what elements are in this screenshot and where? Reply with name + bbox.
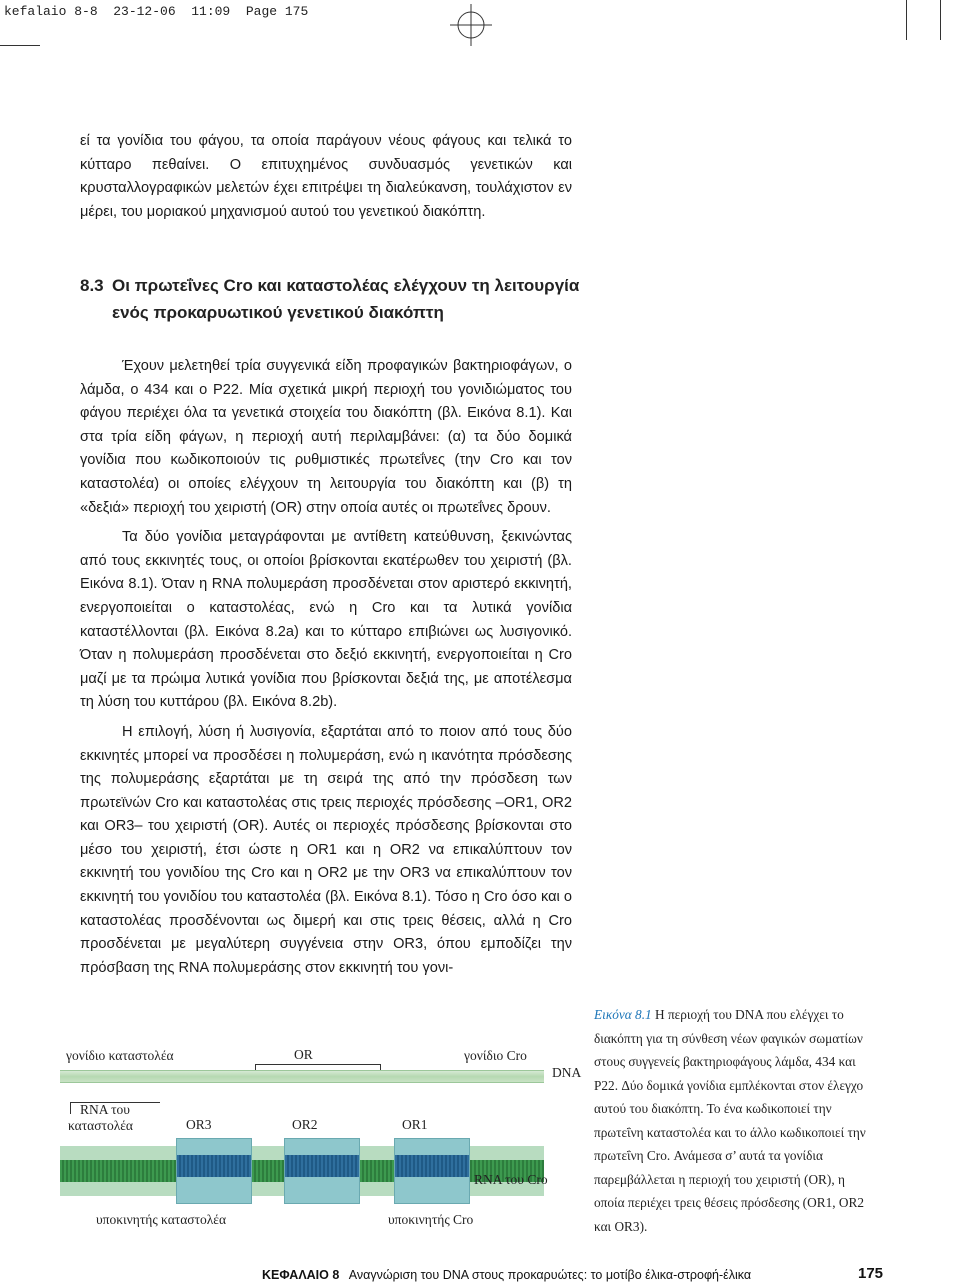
- or1-label: OR1: [402, 1117, 428, 1132]
- section-number: 8.3: [80, 276, 104, 295]
- rna-repressor-label-2: καταστολέα: [68, 1118, 133, 1133]
- or1-site: [394, 1138, 470, 1204]
- figure-caption: [594, 1003, 878, 1238]
- dna-label: DNA: [552, 1065, 582, 1080]
- paragraph-2: Τα δύο γονίδια μεταγράφονται με αντίθετη κατεύθυνση, ξεκινώντας από τους εκκινητές τους, οι οποίοι βρίσκονται εκατέρωθεν του χειριστή (βλ. Εικόνα 8.1). Όταν η RNA πολυμεράση προσδένεται στον αριστερό εκκινητή, ενεργοποιείται ο καταστολέας, ενώ η Cro και τα λυτικά γονίδια καταστέλλονται (βλ. Εικόνα 8.2a) και το κύτταρο επιβιώνει ως λυσιγονικό. Όταν η πολυμεράση προσδένεται στο δεξιό εκκινητή, ενεργοποιείται η Cro μαζί με τα πρώιμα λυτικά γονίδια που βρίσκονται δεξιά της, με αποτέλεσμα τη λύση του κυττάρου (βλ. Εικόνα 8.2b).: [80, 529, 572, 711]
- body-text: [80, 355, 572, 980]
- or-bracket-right: [380, 1064, 381, 1070]
- gene-repressor-label: γονίδιο καταστολέα: [66, 1048, 174, 1063]
- rna-repressor-arrow-tail: [70, 1102, 71, 1114]
- or2-site: [284, 1138, 360, 1204]
- promoter-repressor-label: υποκινητής καταστολέα: [96, 1212, 227, 1227]
- crop-mark-right: [906, 0, 907, 40]
- gene-cro-label: γονίδιο Cro: [464, 1048, 527, 1063]
- caption-lead: Εικόνα 8.1: [594, 1007, 652, 1022]
- or-label: OR: [294, 1047, 313, 1062]
- or3-site: [176, 1138, 252, 1204]
- footer-title: Αναγνώριση του DNA στους προκαρυώτες: το μοτίβο έλικα-στροφή-έλικα: [348, 1268, 752, 1282]
- paragraph-1: Έχουν μελετηθεί τρία συγγενικά είδη προφαγικών βακτηριοφάγων, ο λάμδα, ο 434 και ο P22. Μία σχετικά μικρή περιοχή του γονιδιώματος του φάγου περιέχει όλα τα γενετικά στοιχεία του διακόπτη (βλ. Εικόνα 8.1). Και στα τρία είδη φάγων, η περιοχή αυτή περιλαμβάνει: (α) τα δύο δομικά γονίδια που κωδικοποιούν τις ρυθμιστικές πρωτεΐνες (την Cro και τον καταστολέα) οι οποίες ελέγχουν τη λειτουργία του διακόπτη και (β) τη «δεξιά» περιοχή του χειριστή (OR) στην οποία αυτές οι πρωτεΐνες δρουν.: [80, 358, 572, 516]
- paragraph-3: Η επιλογή, λύση ή λυσιγονία, εξαρτάται από το ποιον από τους δύο εκκινητές μπορεί να προσδέσει η πολυμεράση, ενώ η ικανότητα πρόσδεσης της πολυμεράσης εξαρτάται με τη σειρά της από την πρόσδεση των πρωτεϊνών Cro και καταστολέας στις τρεις περιοχές πρόσδεσης –OR1, OR2 και OR3– του χειριστή (OR). Αυτές οι περιοχές πρόσδεσης βρίσκονται στο μέσο του χειριστή, έτσι ώστε η OR1 και η OR2 να επικαλύπτουν τον εκκινητή του γονιδίου της Cro και η OR2 με την OR3 να επικαλύπτουν τον εκκινητή του γονιδίου του καταστολέα (βλ. Εικόνα 8.1). Τόσο η Cro όσο και ο καταστολέας προσδένονται ως διμερή και στις τρεις θέσεις, αλλά η Cro προσδένεται με μεγαλύτερη συγγένεια στην OR3, όπου εμποδίζει την πρόσβαση της RNA πολυμεράσης στον εκκινητή του γονι-: [80, 723, 572, 976]
- page-footer: [262, 1265, 884, 1282]
- crop-mark-left: [0, 45, 40, 46]
- section-heading: [80, 272, 580, 326]
- section-title: Οι πρωτεΐνες Cro και καταστολέας ελέγχουν τη λειτουργία ενός προκαρυωτικού γενετικού διακόπτη: [112, 276, 580, 322]
- rna-cro-label: RNA του Cro: [474, 1172, 548, 1187]
- dna-strand-top: [60, 1070, 544, 1083]
- intro-paragraph-block: [80, 130, 572, 224]
- or3-label: OR3: [186, 1117, 212, 1132]
- figure-8-1-diagram: [60, 1040, 590, 1240]
- registration-mark-icon: [448, 2, 494, 48]
- promoter-cro-label: υποκινητής Cro: [388, 1212, 474, 1227]
- or-bracket-left: [255, 1064, 256, 1070]
- or2-label: OR2: [292, 1117, 318, 1132]
- print-slug-line: kefalaio 8-8 23-12-06 11:09 Page 175: [4, 4, 309, 19]
- page-number: 175: [858, 1265, 884, 1282]
- caption-text: Η περιοχή του DNA που ελέγχει το διακόπτη για τη σύνθεση νέων φαγικών σωματίων στους συγγενείς βακτηριοφάγους λάμδα, 434 και P22. Δύο δομικά γονίδια εμπλέκονται στον έλεγχο αυτού του διακόπτη. Το ένα κωδικοποιεί την πρωτεΐνη καταστολέα και το άλλο κωδικοποιεί την πρωτεΐνη Cro. Ανάμεσα σ’ αυτά τα γονίδια παρεμβάλλεται η περιοχή του χειριστή (OR), η οποία περιέχει τρεις θέσεις πρόσδεσης (OR1, OR2 και OR3).: [594, 1007, 866, 1234]
- or-bracket-line: [255, 1064, 381, 1065]
- crop-mark-right-2: [940, 0, 941, 40]
- footer-chapter: ΚΕΦΑΛΑΙΟ 8: [262, 1268, 340, 1282]
- rna-repressor-label-1: RNA του: [80, 1102, 130, 1117]
- intro-paragraph: εί τα γονίδια του φάγου, τα οποία παράγουν νέους φάγους και τελικά το κύτταρο πεθαίνει. Ο επιτυχημένος συνδυασμός γενετικών και κρυσταλλογραφικών μελετών έχει επιτρέψει τη διαλεύκανση, τουλάχιστον εν μέρει, του μοριακού μηχανισμού αυτού του γενετικού διακόπτη.: [80, 133, 572, 220]
